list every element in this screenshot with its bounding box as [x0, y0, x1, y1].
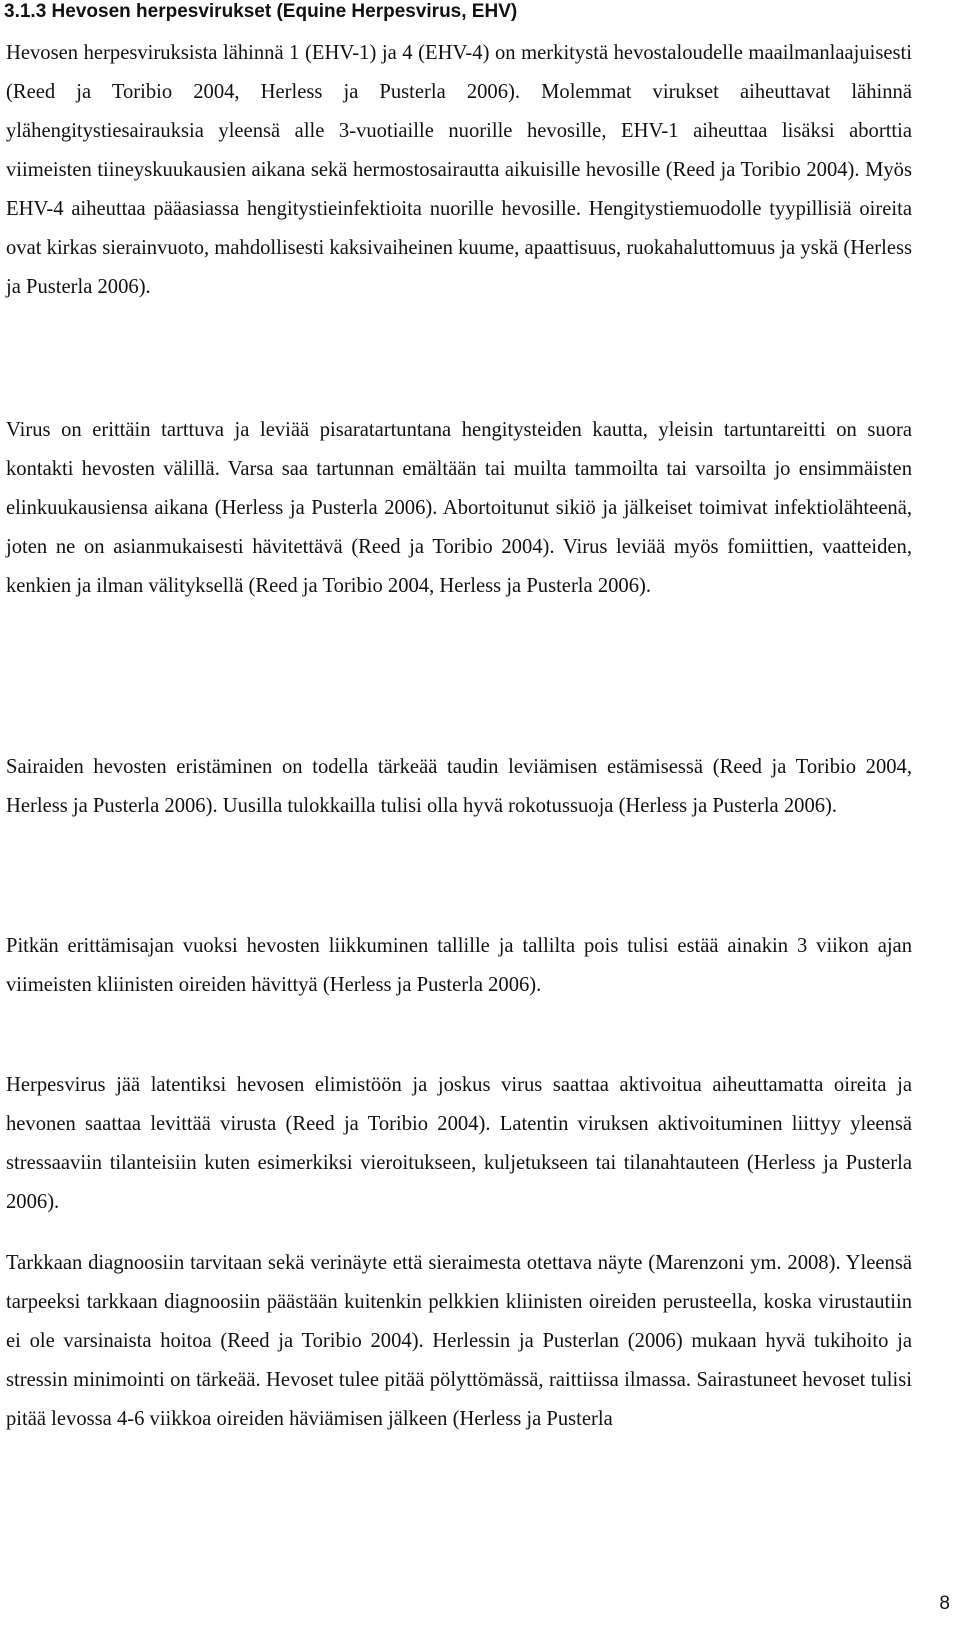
paragraph-transmission: Virus on erittäin tarttuva ja leviää pisaratartuntana hengitysteiden kautta, yleisin tartuntareitti on suora kontakti hevosten välillä. Varsa saa tartunnan emältään tai muilta tammoilta tai varsoilta jo ensimmäisten elinkuukausiensa aikana (Herless ja Pusterla 2006). Abortoitunut sikiö ja jälkeiset toimivat infektiolähteenä, joten ne on asianmukaisesti hävitettävä (Reed ja Toribio 2004). Virus leviää myös fomiittien, vaatteiden, kenkien ja ilman välityksellä (Reed ja Toribio 2004, Herless ja Pusterla 2006).	[6, 419, 912, 597]
paragraph-latency: Herpesvirus jää latentiksi hevosen elimistöön ja joskus virus saattaa aktivoitua aiheuttamatta oireita ja hevonen saattaa levittää virusta (Reed ja Toribio 2004). Latentin viruksen aktivoituminen liittyy yleensä stressaaviin tilanteisiin kuten esimerkiksi vieroitukseen, kuljetukseen tai tilanahtauteen (Herless ja Pusterla 2006).	[6, 1074, 912, 1213]
paragraph-movement-restriction: Pitkän erittämisajan vuoksi hevosten liikkuminen tallille ja tallilta pois tulisi estää ainakin 3 viikon ajan viimeisten kliinisten oireiden hävittyä (Herless ja Pusterla 2006).	[6, 935, 912, 996]
paragraph-ehv-overview: Hevosen herpesviruksista lähinnä 1 (EHV-1) ja 4 (EHV-4) on merkitystä hevostaloudelle maailmanlaajuisesti (Reed ja Toribio 2004, Herless ja Pusterla 2006). Molemmat virukset aiheuttavat lähinnä ylähengitystiesairauksia yleensä alle 3-vuotiaille nuorille hevosille, EHV-1 aiheuttaa lisäksi aborttia viimeisten tiineyskuukausien aikana sekä hermostosairautta aikuisille hevosille (Reed ja Toribio 2004). Myös EHV-4 aiheuttaa pääasiassa hengitystieinfektioita nuorille hevosille. Hengitystiemuodolle tyypillisiä oireita ovat kirkas sierainvuoto, mahdollisesti kaksivaiheinen kuume, apaattisuus, ruokahaluttomuus ja yskä (Herless ja Pusterla 2006).	[6, 42, 912, 298]
section-heading: 3.1.3 Hevosen herpesvirukset (Equine Herpesvirus, EHV)	[4, 1, 518, 22]
paragraph-diagnosis: Tarkkaan diagnoosiin tarvitaan sekä verinäyte että sieraimesta otettava näyte (Marenzoni ym. 2008). Yleensä tarpeeksi tarkkaan diagnoosiin päästään kuitenkin pelkkien kliinisten oireiden perusteella, koska virustautiin ei ole varsinaista hoitoa (Reed ja Toribio 2004). Herlessin ja Pusterlan (2006) mukaan hyvä tukihoito ja stressin minimointi on tärkeää. Hevoset tulee pitää pölyttömässä, raittiissa ilmassa. Sairastuneet hevoset tulisi pitää levossa 4-6 viikkoa oireiden häviämisen jälkeen (Herless ja Pusterla	[6, 1252, 912, 1430]
page-number: 8	[939, 1593, 950, 1614]
paragraph-isolation: Sairaiden hevosten eristäminen on todella tärkeää taudin leviämisen estämisessä (Reed ja Toribio 2004, Herless ja Pusterla 2006). Uusilla tulokkailla tulisi olla hyvä rokotussuoja (Herless ja Pusterla 2006).	[6, 756, 912, 817]
